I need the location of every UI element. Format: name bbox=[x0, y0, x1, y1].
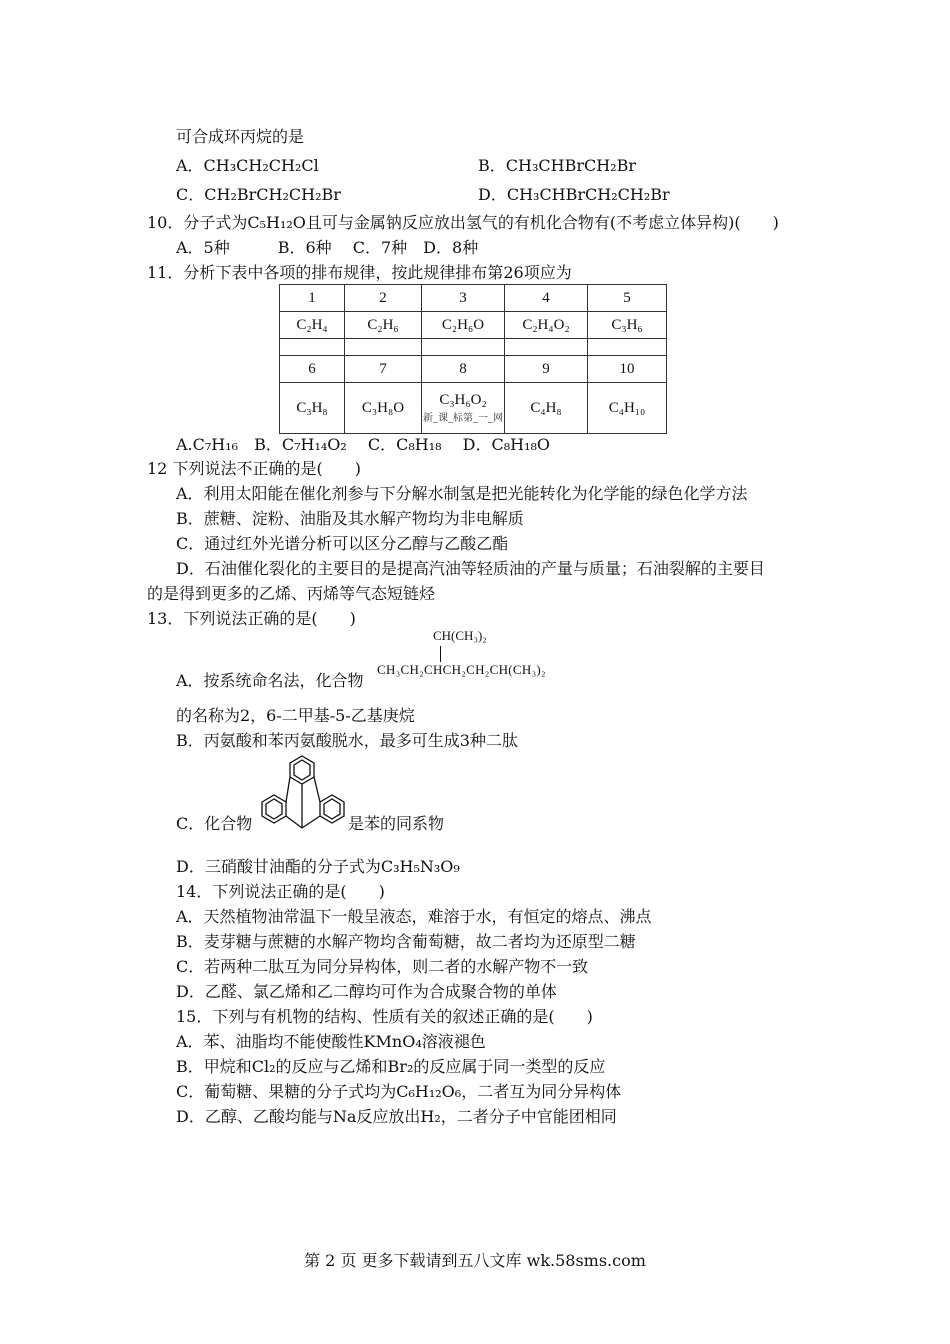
q13-option-c-suffix: 是苯的同系物 bbox=[348, 814, 445, 833]
formula-branch: CH(CH₃)₂ bbox=[433, 628, 487, 643]
page-footer: 第 2 页 更多下载请到五八文库 wk.58sms.com bbox=[304, 1251, 646, 1270]
q10-stem: 10．分子式为C₅H₁₂O且可与金属钠反应放出氢气的有机化合物有(不考虑立体异构)( ) bbox=[147, 213, 779, 232]
q14-option-d: D．乙醛、氯乙烯和乙二醇均可作为合成聚合物的单体 bbox=[176, 982, 557, 1001]
q15-option-d: D．乙醇、乙酸均能与Na反应放出H₂，二者分子中官能团相同 bbox=[176, 1107, 617, 1126]
table-cell: C₃H₈ bbox=[280, 383, 345, 434]
table-cell-value: C₃H₆O₂ bbox=[439, 392, 487, 408]
q14-option-a: A．天然植物油常温下一般呈液态，难溶于水，有恒定的熔点、沸点 bbox=[176, 907, 652, 926]
q14-option-c: C．若两种二肽互为同分异构体，则二者的水解产物不一致 bbox=[176, 957, 589, 976]
table-cell-empty bbox=[505, 339, 588, 356]
q13-stem: 13．下列说法正确的是( ) bbox=[147, 609, 356, 628]
table-cell: C₂H₄O₂ bbox=[505, 312, 588, 339]
table-cell: 10 bbox=[588, 356, 667, 383]
table-cell: 9 bbox=[505, 356, 588, 383]
q13-option-b: B．丙氨酸和苯丙氨酸脱水，最多可生成3种二肽 bbox=[176, 731, 518, 750]
q12-stem: 12 下列说法不正确的是( ) bbox=[147, 459, 361, 478]
table-cell-empty bbox=[588, 339, 667, 356]
table-cell: 6 bbox=[280, 356, 345, 383]
q15-stem: 15．下列与有机物的结构、性质有关的叙述正确的是( ) bbox=[176, 1007, 593, 1026]
table-cell: C₃H₈O bbox=[345, 383, 422, 434]
table-cell: C₄H₈ bbox=[505, 383, 588, 434]
formula-bond-line bbox=[440, 646, 441, 662]
table-cell: 7 bbox=[345, 356, 422, 383]
q12-option-c: C．通过红外光谱分析可以区分乙醇与乙酸乙酯 bbox=[176, 534, 509, 553]
q11-options: A.C₇H₁₆ B．C₇H₁₄O₂ C．C₈H₁₈ D．C₈H₁₈O bbox=[176, 435, 551, 454]
table-cell: 4 bbox=[505, 285, 588, 312]
q15-option-a: A．苯、油脂均不能使酸性KMnO₄溶液褪色 bbox=[176, 1032, 486, 1051]
table-cell: C₃H₆ bbox=[588, 312, 667, 339]
q9-tail: 可合成环丙烷的是 bbox=[176, 127, 305, 146]
q9-option-d: D．CH₃CHBrCH₂CH₂Br bbox=[478, 185, 670, 204]
formula-main-chain: CH₃CH₂CHCH₂CH₂CH(CH₃)₂ bbox=[377, 662, 546, 677]
table-cell: 2 bbox=[345, 285, 422, 312]
q14-stem: 14．下列说法正确的是( ) bbox=[176, 882, 385, 901]
q9-option-b: B．CH₃CHBrCH₂Br bbox=[478, 156, 636, 175]
q12-option-a: A．利用太阳能在催化剂参与下分解水制氢是把光能转化为化学能的绿色化学方法 bbox=[176, 484, 748, 503]
q13-option-c-prefix: C．化合物 bbox=[176, 814, 253, 833]
table-cell: C₄H₁₀ bbox=[588, 383, 667, 434]
table-cell: C₂H₄ bbox=[280, 312, 345, 339]
q13-option-d: D．三硝酸甘油酯的分子式为C₃H₅N₃O₉ bbox=[176, 857, 460, 876]
table-cell-empty bbox=[280, 339, 345, 356]
table-cell: C₂H₆O bbox=[422, 312, 505, 339]
q9-option-c: C．CH₂BrCH₂CH₂Br bbox=[176, 185, 341, 204]
q13-option-a-prefix: A．按系统命名法，化合物 bbox=[176, 671, 364, 690]
triptycene-structure-image bbox=[258, 752, 348, 834]
q12-option-b: B．蔗糖、淀粉、油脂及其水解产物均为非电解质 bbox=[176, 509, 524, 528]
q12-option-d-line2: 的是得到更多的乙烯、丙烯等气态短链烃 bbox=[147, 584, 436, 603]
q15-option-c: C．葡萄糖、果糖的分子式均为C₆H₁₂O₆，二者互为同分异构体 bbox=[176, 1082, 622, 1101]
table-cell-empty bbox=[422, 339, 505, 356]
q13-option-a-suffix: 的名称为2，6-二甲基-5-乙基庚烷 bbox=[176, 706, 415, 725]
q9-option-a: A．CH₃CH₂CH₂Cl bbox=[176, 156, 319, 175]
table-cell: 3 bbox=[422, 285, 505, 312]
table-cell-empty bbox=[345, 339, 422, 356]
q11-table bbox=[279, 284, 667, 434]
q12-option-d-line1: D．石油催化裂化的主要目的是提高汽油等轻质油的产量与质量；石油裂解的主要目 bbox=[176, 559, 765, 578]
q11-stem: 11．分析下表中各项的排布规律，按此规律排布第26项应为 bbox=[147, 263, 572, 282]
table-cell: 1 bbox=[280, 285, 345, 312]
q15-option-b: B．甲烷和Cl₂的反应与乙烯和Br₂的反应属于同一类型的反应 bbox=[176, 1057, 606, 1076]
structural-formula bbox=[377, 628, 597, 688]
watermark-note: 新_课_标第_一_网 bbox=[423, 413, 503, 424]
q10-options: A．5种 B．6种 C．7种 D．8种 bbox=[176, 238, 479, 257]
table-cell: 5 bbox=[588, 285, 667, 312]
table-cell: 8 bbox=[422, 356, 505, 383]
q14-option-b: B．麦芽糖与蔗糖的水解产物均含葡萄糖，故二者均为还原型二糖 bbox=[176, 932, 636, 951]
table-cell-with-note bbox=[422, 383, 505, 434]
table-cell: C₂H₆ bbox=[345, 312, 422, 339]
